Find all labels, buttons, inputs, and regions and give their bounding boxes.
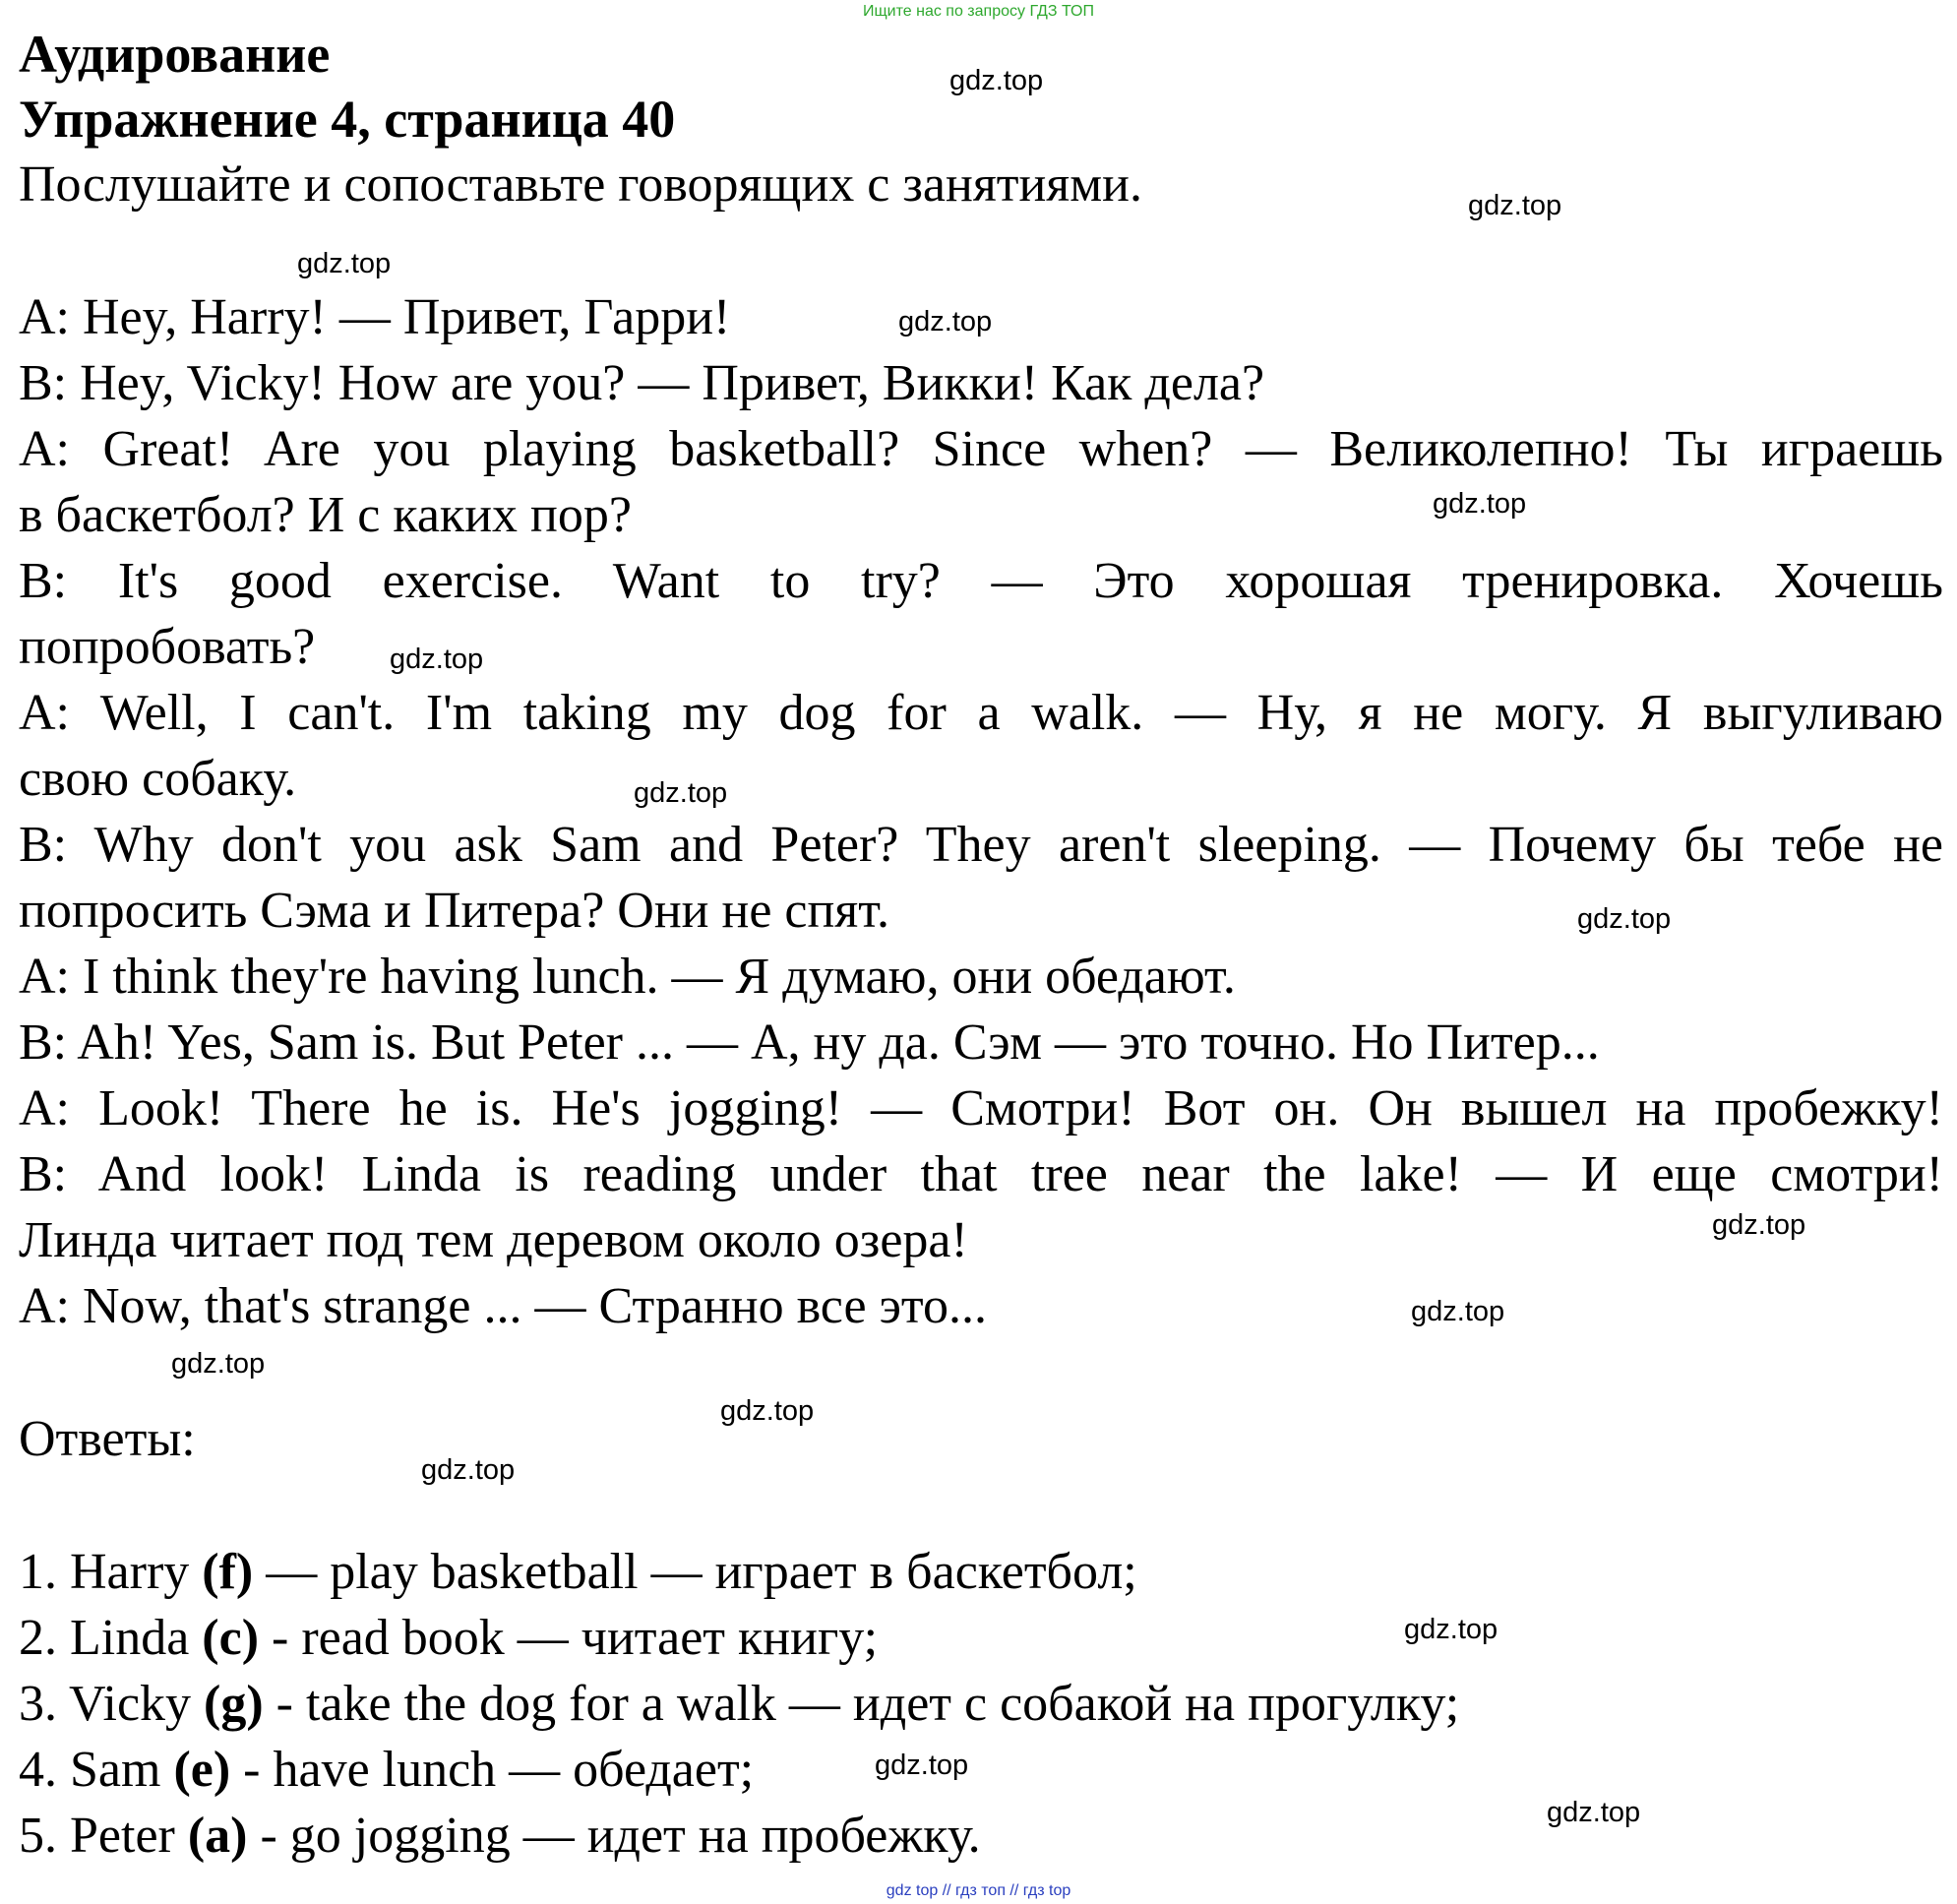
answer-letter: (g) (204, 1676, 264, 1732)
section-title: Аудирование (19, 25, 331, 84)
dialogue-line: Линда читает под тем деревом около озера! (19, 1212, 968, 1268)
dialogue-line: A: Now, that's strange ... — Странно все это... (19, 1278, 987, 1334)
answer-speaker: 1. Harry (19, 1544, 203, 1600)
answer-letter: (f) (202, 1544, 254, 1600)
dialogue-line: A: Look! There he is. He's jogging! — Смотри! Вот он. Он вышел на пробежку! (19, 1080, 1943, 1136)
watermark: gdz.top (297, 248, 392, 279)
dialogue-line: B: It's good exercise. Want to try? — Это хорошая тренировка. Хочешь (19, 553, 1943, 609)
answer-letter: (a) (187, 1808, 248, 1864)
dialogue-line: B: And look! Linda is reading under that tree near the lake! — И еще смотри! (19, 1146, 1943, 1202)
answer-item (19, 1606, 878, 1671)
watermark: gdz.top (898, 306, 993, 338)
answer-activity: - take the dog for a walk — идет с собакой на прогулку; (263, 1676, 1460, 1732)
answer-speaker: 5. Peter (19, 1808, 188, 1864)
answer-activity: — play basketball — играет в баскетбол; (253, 1544, 1137, 1600)
watermark: gdz.top (1433, 488, 1527, 520)
answer-speaker: 4. Sam (19, 1742, 174, 1798)
answer-item (19, 1672, 1459, 1737)
dialogue-line: A: Well, I can't. I'm taking my dog for a walk. — Ну, я не могу. Я выгуливаю (19, 685, 1943, 741)
dialogue-line: B: Why don't you ask Sam and Peter? They aren't sleeping. — Почему бы тебе не (19, 817, 1943, 873)
answer-speaker: 2. Linda (19, 1610, 203, 1666)
watermark: gdz.top (390, 644, 484, 675)
answer-item (19, 1540, 1137, 1605)
answer-activity: - read book — читает книгу; (259, 1610, 879, 1666)
watermark: gdz.top (1468, 190, 1562, 221)
answer-item (19, 1738, 754, 1803)
dialogue-line: A: Hey, Harry! — Привет, Гарри! (19, 289, 731, 345)
answers-heading: Ответы: (19, 1411, 196, 1467)
answer-letter: (e) (173, 1742, 231, 1798)
watermark: gdz.top (1547, 1797, 1641, 1828)
dialogue-line: в баскетбол? И с каких пор? (19, 487, 632, 543)
dialogue-line: A: I think they're having lunch. — Я думаю, они обедают. (19, 949, 1236, 1005)
watermark: gdz.top (1712, 1209, 1806, 1241)
bottom-banner-link[interactable]: gdz top // гдз топ // гдз top (886, 1882, 1071, 1899)
watermark: gdz.top (634, 777, 728, 809)
top-banner-link[interactable]: Ищите нас по запросу ГДЗ ТОП (863, 3, 1094, 20)
watermark: gdz.top (720, 1395, 815, 1427)
watermark: gdz.top (1577, 903, 1672, 935)
dialogue-line: попробовать? (19, 619, 316, 675)
answer-letter: (c) (202, 1610, 260, 1666)
answer-activity: - have lunch — обедает; (230, 1742, 755, 1798)
dialogue-line: B: Ah! Yes, Sam is. But Peter ... — А, ну да. Сэм — это точно. Но Питер... (19, 1014, 1600, 1071)
answer-item (19, 1804, 981, 1869)
dialogue-line: свою собаку. (19, 751, 297, 807)
watermark: gdz.top (171, 1348, 266, 1380)
watermark: gdz.top (1411, 1296, 1505, 1327)
dialogue-line: A: Great! Are you playing basketball? Since when? — Великолепно! Ты играешь (19, 421, 1943, 477)
watermark: gdz.top (875, 1750, 969, 1781)
exercise-title: Упражнение 4, страница 40 (19, 90, 676, 149)
watermark: gdz.top (1404, 1614, 1498, 1645)
watermark: gdz.top (949, 65, 1044, 96)
dialogue-line: попросить Сэма и Питера? Они не спят. (19, 883, 890, 939)
instruction-text: Послушайте и сопоставьте говорящих с занятиями. (19, 156, 1142, 213)
answer-activity: - go jogging — идет на пробежку. (247, 1808, 981, 1864)
answer-speaker: 3. Vicky (19, 1676, 205, 1732)
watermark: gdz.top (421, 1454, 516, 1486)
dialogue-line: B: Hey, Vicky! How are you? — Привет, Викки! Как дела? (19, 355, 1265, 411)
